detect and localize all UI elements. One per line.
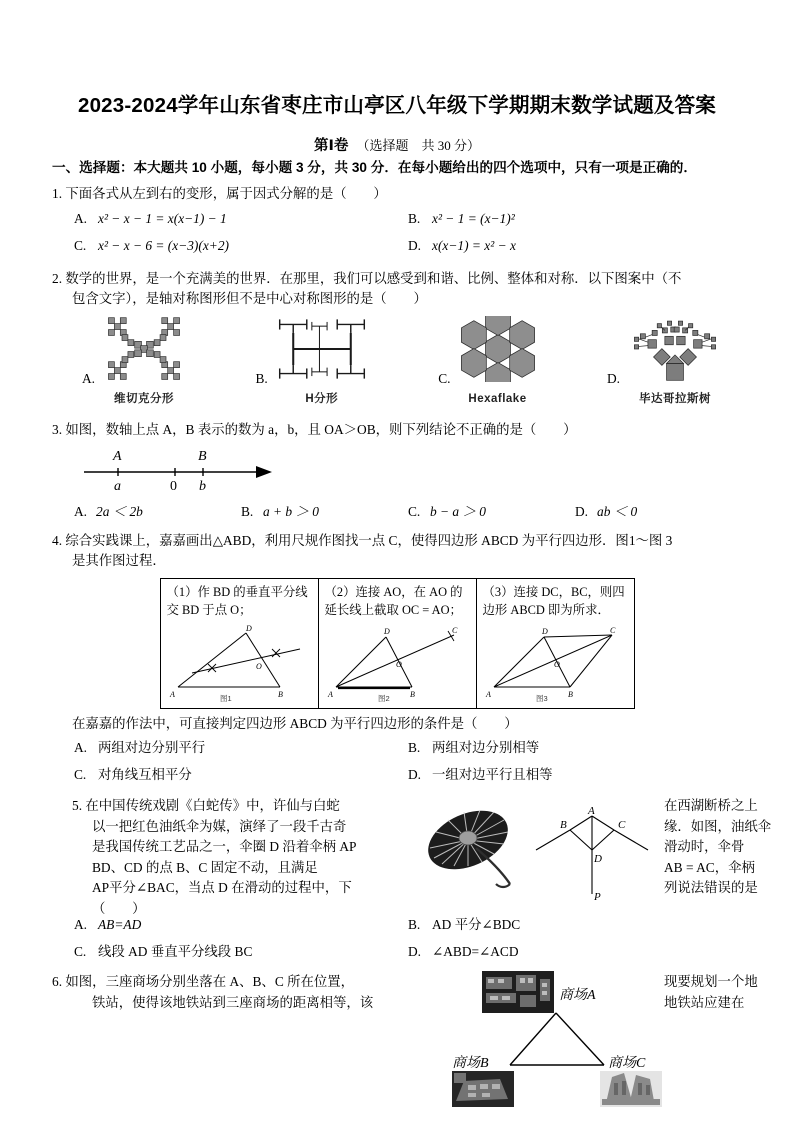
option-c[interactable] [74,232,408,259]
option-b-label: B. [408,740,421,755]
vertex-label-o: O [554,659,560,669]
malls-triangle-diagram [424,969,674,1116]
diagram-label-c: C [618,819,626,831]
option-a-text: AB=AD [98,917,142,932]
option-a-label: A. [74,503,88,519]
option-c-label: C. [74,944,87,959]
vertex-label-c: C [610,625,616,635]
numberline-value-a: a [114,479,121,494]
option-b-text: x² − 1 = (x−1)² [432,210,515,226]
mall-a-photo [482,971,554,1013]
vertex-label-b: B [278,689,283,699]
vertex-label-d: D [542,626,548,636]
question-6-line-1 [52,971,402,992]
diagram-label-d: D [594,853,602,865]
question-6-right-line-2: 地铁站应建在 [664,995,745,1010]
question-6-right-line-1: 现要规划一个地 [664,974,758,989]
figure-option-d-caption: 毕达哥拉斯树 [638,393,711,405]
question-5-number: 5. [72,798,83,813]
option-d-text: 一组对边平行且相等 [432,767,553,782]
option-d-text: x(x−1) = x² − x [432,237,516,253]
construction-step-2 [318,578,476,708]
vicsek-fractal-icon [101,316,187,382]
option-b-text: a + b ＞ 0 [263,503,319,519]
construction-step-3-figure [483,621,628,708]
question-5-right-line-2: 缘．如图，油纸伞 [664,818,772,834]
figure-option-d[interactable] [607,316,724,410]
figure-option-a-label: A. [82,371,96,387]
construction-step-1-text: （1）作 BD 的垂直平分线交 BD 于点 O； [166,584,308,617]
construction-step-3 [476,578,634,708]
question-6 [52,971,758,1091]
option-d-text: ab ＜ 0 [597,503,638,519]
vertex-label-b: B [410,689,415,699]
numberline-value-origin: 0 [170,479,177,494]
section-instruction: 一、选择题：本大题共 10 小题，每小题 3 分，共 30 分．在每小题给出的四个选项中，只有一项是正确的． [52,160,697,175]
option-c-text: 对角线互相平分 [98,767,192,782]
option-d-label: D. [408,944,422,959]
question-4-followup: 在嘉嘉的作法中，可直接判定四边形 ABCD 为平行四边形的条件是（ ） [72,715,518,731]
figure-option-c-label: C. [438,371,451,387]
option-b-label: B. [241,503,254,519]
option-b-text: AD 平分∠BDC [432,917,521,932]
question-2-figures [52,316,742,410]
figure-option-a-caption: 维切克分形 [114,393,175,405]
numberline-label-b: B [198,449,207,464]
option-d[interactable] [408,232,742,259]
option-a-text: 2a ＜ 2b [96,503,143,519]
question-3-options [52,501,742,523]
question-1-stem [52,184,742,205]
figure-option-a[interactable] [82,316,187,410]
umbrella-photo [424,792,520,903]
question-1-text: 下面各式从左到右的变形，属于因式分解的是（ ） [65,186,387,201]
question-5-line-6: （ ） [92,900,146,916]
umbrella-geometry-diagram [522,802,662,921]
option-c-text: b − a ＞ 0 [430,503,486,519]
construction-step-1-figure [167,621,312,708]
question-4-text-line2: 是其作图过程． [72,553,166,568]
vertex-label-d: D [384,626,390,636]
option-a[interactable] [74,501,241,523]
numberline-value-b: b [199,479,206,494]
question-2-number: 2. [52,270,63,286]
question-6-line-2: 铁站，使得该地铁站到三座商场的距离相等，该 [92,995,374,1010]
mall-c-label: 商场C [608,1056,646,1071]
question-1 [52,184,742,259]
question-6-layout [52,971,758,1091]
question-5-line-5: AP平分∠BAC，当点 D 在滑动的过程中，下 [92,880,352,895]
option-a-label: A. [74,917,88,932]
option-d[interactable] [575,501,742,523]
oil-paper-umbrella-icon [424,792,520,896]
umbrella-rib-diagram [522,802,662,914]
question-6-line-1-text: 如图，三座商场分别坐落在 A、B、C 所在位置， [65,974,355,989]
vertex-label-b: B [568,689,573,699]
construction-steps-table [160,578,635,709]
question-5-line-2: 以一把红色油纸伞为媒，演绎了一段千古奇 [92,818,347,834]
question-3-stem [52,420,742,441]
mall-b-label: 商场B [452,1056,489,1071]
option-b-text: 两组对边分别相等 [432,740,540,755]
numberline-label-a: A [113,449,122,464]
construction-step-2-caption: 图2 [378,693,390,703]
diagram-label-b: B [560,819,567,831]
pythagoras-tree-icon [626,316,724,382]
option-d-label: D. [575,503,589,519]
question-5-line-4: BD、CD 的点 B、C 固定不动，且满足 [92,859,318,875]
option-c-label: C. [408,503,421,519]
question-5-line-3: 是我国传统工艺品之一，伞圈 D 沿着伞柄 AP [92,839,357,854]
vertex-label-o: O [256,661,262,671]
question-4-number: 4. [52,532,63,548]
section-header [52,134,742,155]
vertex-label-d: D [246,623,252,633]
option-d-label: D. [408,237,422,253]
axis-arrow-icon [256,466,272,478]
construction-diagram-3 [484,621,626,703]
question-3-number: 3. [52,421,63,437]
question-5-layout [52,796,772,919]
vertex-label-a: A [170,689,175,699]
figure-option-c[interactable] [438,316,538,410]
question-2-text-line1: 数学的世界，是一个充满美的世界．在那里，我们可以感受到和谐、比例、整体和对称．以下图案中（不 [65,270,682,286]
construction-step-3-caption: 图3 [536,693,548,703]
option-c-label: C. [74,767,87,782]
question-5-line-1 [72,796,390,817]
figure-option-c-caption: Hexaflake [468,393,527,405]
option-c[interactable] [74,938,408,965]
construction-step-3-text: （3）连接 DC，BC，则四边形 ABCD 即为所求． [482,584,625,617]
option-b-label: B. [408,917,421,932]
option-c-label: C. [74,237,87,253]
h-fractal-icon [274,316,370,382]
diagram-label-p: P [594,891,601,903]
triangle-shape [510,1013,604,1065]
question-4-options [52,734,742,788]
question-4-stem [52,531,742,552]
question-5-right-text [664,796,793,899]
question-4-text-line1: 综合实践课上，嘉嘉画出△ABD，利用尺规作图找一点 C，使得四边形 ABCD 为平行四边形．图1～图 3 [65,532,673,548]
question-5-left-text [52,796,390,919]
option-a[interactable] [74,734,408,761]
figure-option-b[interactable] [255,316,369,410]
figure-option-b-label: B. [255,371,268,387]
question-3-numberline [80,442,742,501]
question-5-line-1-text: 在中国传统戏剧《白蛇传》中，许仙与白蛇 [85,798,340,813]
construction-step-2-figure [325,621,470,708]
option-a[interactable] [74,205,408,232]
table-row [160,578,634,708]
question-1-number: 1. [52,186,63,201]
question-6-left-text [52,971,402,1013]
page-title: 2023-2024学年山东省枣庄市山亭区八年级下学期期末数学试题及答案 [77,94,717,117]
mall-b-photo [452,1071,514,1107]
figure-option-b-caption: H分形 [305,393,339,405]
construction-step-1-caption: 图1 [220,693,232,703]
hexaflake-icon [457,316,539,382]
vertex-label-a: A [486,689,491,699]
mall-c-photo [600,1071,662,1107]
option-b[interactable] [241,501,408,523]
option-c[interactable] [74,761,408,788]
option-c[interactable] [408,501,575,523]
mall-a-label: 商场A [559,988,596,1003]
question-5 [52,796,772,965]
question-5-right-line-4: AB = AC，伞柄 [664,859,755,875]
juan-label: 第Ⅰ卷 [314,138,349,154]
question-6-number: 6. [52,974,63,989]
option-d-text: ∠ABD=∠ACD [432,944,519,959]
construction-step-2-text: （2）连接 AO，在 AO 的延长线上截取 OC = AO； [324,584,463,617]
construction-diagram-2 [326,621,468,703]
question-5-right-line-1: 在西湖断桥之上 [664,798,758,813]
diagram-label-a: A [588,805,595,817]
option-a-label: A. [74,210,88,226]
option-b[interactable] [408,205,742,232]
question-3 [52,420,742,523]
vertex-label-a: A [328,689,333,699]
figure-option-d-label: D. [606,371,620,387]
mall-locations-diagram [424,969,674,1109]
option-d[interactable] [408,761,742,788]
question-5-right-line-3: 滑动时，伞骨 [664,839,745,854]
vertex-label-o: O [396,659,402,669]
juan-paren: （选择题 共 30 分） [356,138,480,153]
question-2 [52,269,742,410]
question-5-right-line-5: 列说法错误的是 [664,880,758,895]
construction-step-1 [160,578,318,708]
question-4 [52,531,742,789]
option-a-label: A. [74,740,88,755]
option-a-text: x² − x − 1 = x(x−1) − 1 [98,210,227,226]
page-content [52,88,772,1091]
option-d[interactable] [408,938,742,965]
number-line-diagram [80,442,280,494]
option-c-text: 线段 AD 垂直平分线段 BC [98,944,253,959]
question-2-stem [52,269,742,290]
option-b-label: B. [408,210,421,226]
question-2-text-line2: 包含文字），是轴对称图形但不是中心对称图形的是（ ） [72,291,427,306]
vertex-label-c: C [452,625,458,635]
option-d-label: D. [408,767,422,782]
construction-diagram-1 [168,621,310,703]
option-c-text: x² − x − 6 = (x−3)(x+2) [98,237,229,253]
option-a-text: 两组对边分别平行 [98,740,206,755]
question-6-right-text [664,971,793,1013]
option-b[interactable] [408,734,742,761]
question-3-text: 如图，数轴上点 A，B 表示的数为 a，b，且 OA＞OB，则下列结论不正确的是（ ） [65,421,577,437]
question-1-options [52,205,742,259]
